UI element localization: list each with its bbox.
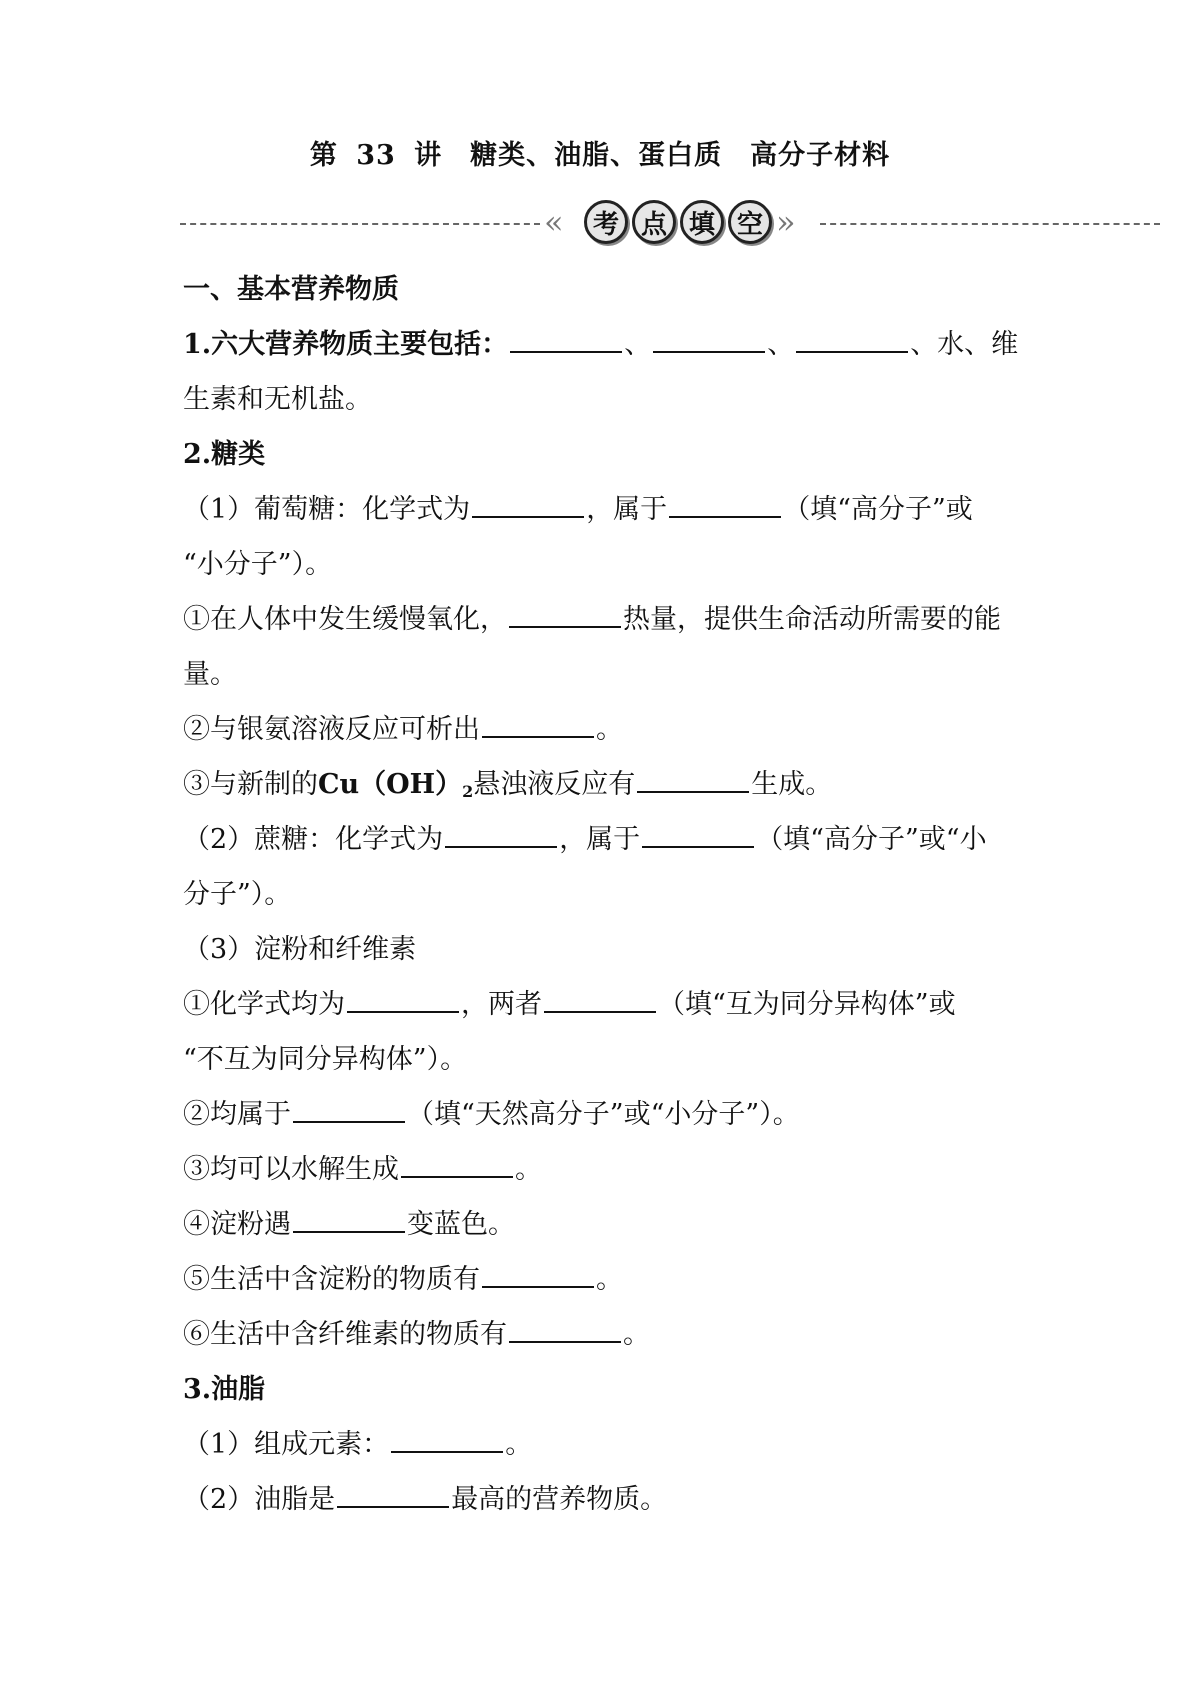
banner-badges: [584, 200, 772, 244]
section-heading: 一、基本营养物质: [183, 274, 399, 305]
dashed-rule-left: [180, 223, 540, 225]
worksheet-content: [183, 262, 1023, 1527]
badge-char: 空: [728, 200, 772, 244]
question-line: [183, 757, 1023, 812]
question-line: [183, 1417, 1023, 1472]
fill-blank[interactable]: [293, 1099, 405, 1123]
fill-blank[interactable]: [445, 824, 557, 848]
question-text: （2）油脂是: [183, 1484, 336, 1515]
question-text: 热量，提供生命活动所需要的能: [623, 604, 1001, 635]
question-text: （填“高分子”或“小: [756, 824, 987, 855]
formula-subscript: 2: [462, 782, 474, 801]
badge-char: 考: [584, 200, 628, 244]
question-text: 、水、维: [910, 329, 1019, 360]
question-line: [183, 372, 1023, 427]
question-text: ①在人体中发生缓慢氧化，: [183, 604, 507, 635]
question-line: [183, 1252, 1023, 1307]
fill-blank[interactable]: [347, 989, 459, 1013]
question-text: “小分子”）。: [183, 549, 333, 580]
question-text: 。: [515, 1154, 542, 1185]
question-text: ③均可以水解生成: [183, 1154, 399, 1185]
fill-blank[interactable]: [637, 769, 749, 793]
dashed-rule-right: [820, 223, 1160, 225]
question-text: 。: [596, 714, 623, 745]
fill-blank[interactable]: [642, 824, 754, 848]
question-text: ⑥生活中含纤维素的物质有: [183, 1319, 507, 1350]
fill-blank[interactable]: [653, 329, 765, 353]
page-title: 第 33 讲 糖类、油脂、蛋白质 高分子材料: [309, 140, 891, 171]
question-line: [183, 1087, 1023, 1142]
question-text: （1）葡萄糖：化学式为: [183, 494, 471, 525]
question-line: [183, 482, 1023, 537]
question-text: 。: [505, 1429, 533, 1460]
fill-blank[interactable]: [401, 1154, 513, 1178]
fill-blank[interactable]: [544, 989, 656, 1013]
fill-blank[interactable]: [293, 1209, 405, 1233]
question-text: ③与新制的: [183, 769, 318, 800]
question-text: ①化学式均为: [183, 989, 345, 1020]
subsection-heading: 3.油脂: [183, 1374, 266, 1405]
question-line: [183, 977, 1023, 1032]
question-text: 悬浊液反应有: [473, 769, 636, 800]
chemical-formula: Cu（OH）: [318, 769, 463, 800]
question-text: 最高的营养物质。: [451, 1484, 668, 1515]
question-line: [183, 867, 1023, 922]
question-line: [183, 812, 1023, 867]
question-text: ⑤生活中含淀粉的物质有: [183, 1264, 480, 1295]
question-line: [183, 1197, 1023, 1252]
question-text: （填“互为同分异构体”或: [658, 989, 956, 1020]
question-text: 。: [596, 1264, 623, 1295]
question-text: （填“高分子”或: [783, 494, 973, 525]
badge-char: 点: [632, 200, 676, 244]
double-chevron-left-icon: «: [544, 203, 564, 241]
question-line: [183, 1472, 1023, 1527]
fill-blank[interactable]: [510, 329, 622, 353]
question-text: （3）淀粉和纤维素: [183, 934, 417, 965]
question-text: 生成。: [751, 769, 833, 800]
fill-blank[interactable]: [669, 494, 781, 518]
badge-char: 填: [680, 200, 724, 244]
question-text: 量。: [183, 659, 237, 690]
fill-blank[interactable]: [337, 1484, 449, 1508]
separator: 、: [767, 329, 795, 360]
question-line: [183, 592, 1023, 647]
question-text: 生素和无机盐。: [183, 384, 372, 415]
section-banner: [180, 196, 1160, 252]
question-line: [183, 537, 1023, 592]
question-text: （填“天然高分子”或“小分子”）。: [407, 1099, 800, 1130]
question-line: [183, 647, 1023, 702]
fill-blank[interactable]: [472, 494, 584, 518]
question-text: 分子”）。: [183, 879, 292, 910]
question-text: 变蓝色。: [407, 1209, 515, 1240]
question-line: [183, 702, 1023, 757]
question-line: [183, 922, 1023, 977]
question-text: ，属于: [559, 824, 641, 855]
question-text: （1）组成元素：: [183, 1429, 390, 1460]
question-text: “不互为同分异构体”）。: [183, 1044, 468, 1075]
separator: 、: [624, 329, 652, 360]
question-text: 1.六大营养物质主要包括：: [183, 329, 509, 360]
question-line: [183, 1032, 1023, 1087]
question-line: [183, 1307, 1023, 1362]
fill-blank[interactable]: [796, 329, 908, 353]
fill-blank[interactable]: [509, 1319, 621, 1343]
fill-blank[interactable]: [509, 604, 621, 628]
subsection-heading: 2.糖类: [183, 439, 266, 470]
question-line: [183, 1142, 1023, 1197]
question-text: ，两者: [461, 989, 542, 1020]
question-text: ②与银氨溶液反应可析出: [183, 714, 480, 745]
fill-blank[interactable]: [391, 1429, 503, 1453]
question-text: ④淀粉遇: [183, 1209, 291, 1240]
question-text: ②均属于: [183, 1099, 291, 1130]
question-text: ，属于: [586, 494, 668, 525]
fill-blank[interactable]: [482, 714, 594, 738]
question-text: 。: [623, 1319, 650, 1350]
question-text: （2）蔗糖：化学式为: [183, 824, 444, 855]
fill-blank[interactable]: [482, 1264, 594, 1288]
double-chevron-right-icon: »: [776, 203, 796, 241]
question-line: [183, 317, 1023, 372]
